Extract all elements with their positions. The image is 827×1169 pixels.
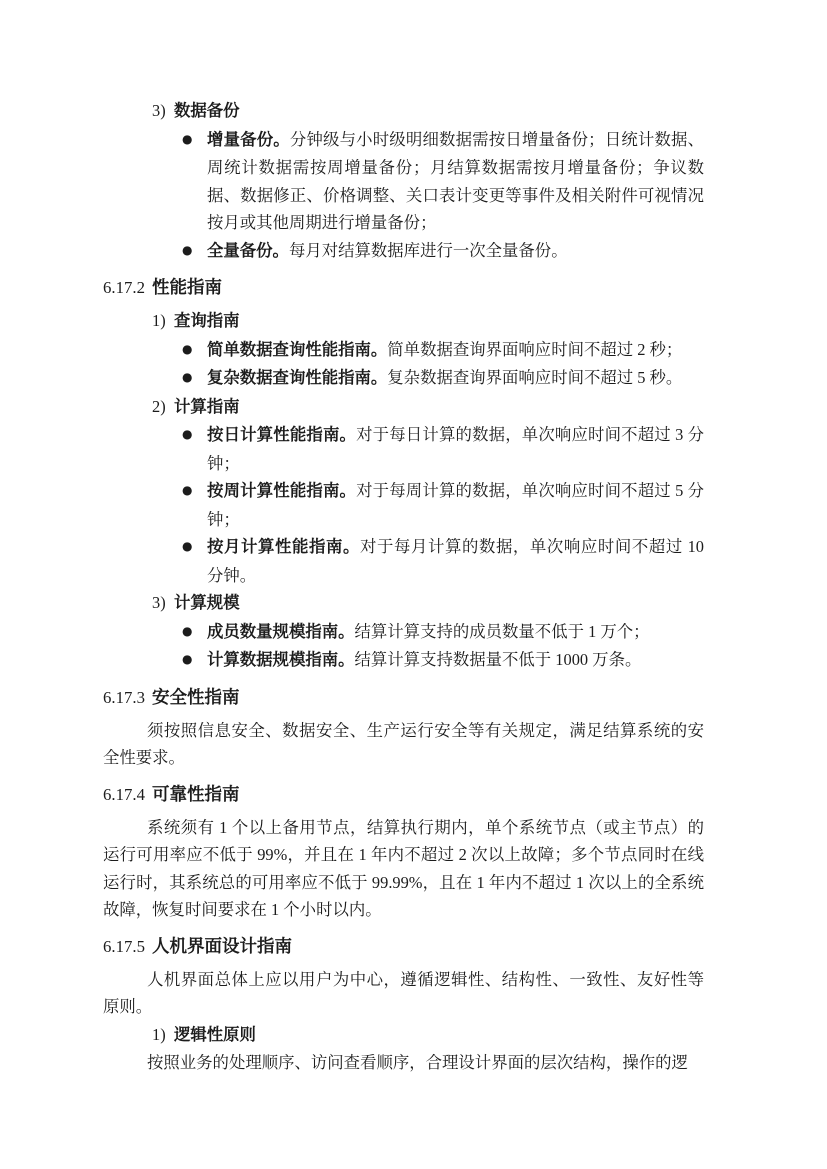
- paragraph-reliability: 系统须有 1 个以上备用节点，结算执行期内，单个系统节点（或主节点）的运行可用率应不低于 99%，并且在 1 年内不超过 2 次以上故障；多个节点同时在线运行时，其系统总的可用率应不低于 99.99%，且在 1 年内不超过 1 次以上的全系统故障，恢复时间要求在 1 个小时以内。: [103, 817, 704, 919]
- section-number: 6.17.3: [103, 687, 145, 707]
- bullet-icon: ●: [182, 242, 193, 257]
- section-title: 性能指南: [151, 277, 222, 297]
- bullet-icon: ●: [182, 427, 193, 441]
- bullet-item-daily-calc: [103, 421, 704, 477]
- bullet-lead: 增量备份。: [207, 130, 290, 149]
- list-number: 3): [152, 101, 166, 120]
- bullet-text: 对于每周计算的数据，单次响应时间不超过 5 分钟；: [207, 481, 705, 529]
- bullet-item-weekly-calc: [103, 477, 704, 533]
- bullet-text: 结算计算支持的成员数量不低于 1 万个；: [354, 621, 650, 641]
- bullet-text: 每月对结算数据库进行一次全量备份。: [288, 240, 568, 260]
- list-label: 查询指南: [174, 312, 240, 330]
- bullet-icon: ●: [182, 341, 193, 356]
- bullet-lead: 全量备份。: [207, 241, 289, 260]
- list-number: 1): [152, 311, 166, 330]
- bullet-item-incremental-backup: [103, 126, 704, 237]
- list-item-calc-scale: [103, 589, 704, 618]
- bullet-icon: ●: [182, 131, 193, 146]
- bullet-item-full-backup: [103, 237, 704, 266]
- bullet-lead: 按周计算性能指南。: [207, 482, 357, 500]
- list-item-query-guide: [103, 307, 704, 336]
- section-heading-hmi-design: [103, 932, 704, 961]
- section-title: 人机界面设计指南: [151, 935, 292, 956]
- bullet-lead: 按月计算性能指南。: [207, 538, 360, 556]
- section-title: 安全性指南: [151, 686, 240, 707]
- bullet-lead: 按日计算性能指南。: [207, 426, 357, 444]
- section-number: 6.17.4: [103, 784, 145, 804]
- bullet-text: 简单数据查询界面响应时间不超过 2 秒；: [387, 339, 683, 359]
- bullet-text: 结算计算支持数据量不低于 1000 万条。: [354, 650, 642, 669]
- list-item-logic-principle: [103, 1021, 704, 1050]
- section-number: 6.17.5: [103, 936, 145, 956]
- bullet-lead: 简单数据查询性能指南。: [207, 340, 388, 359]
- bullet-item-simple-query: [103, 336, 704, 365]
- bullet-item-data-scale: [103, 646, 704, 675]
- list-number: 2): [152, 396, 166, 416]
- bullet-lead: 成员数量规模指南。: [207, 622, 355, 641]
- bullet-text: 对于每月计算的数据，单次响应时间不超过 10 分钟。: [207, 537, 704, 585]
- bullet-item-complex-query: [103, 364, 704, 393]
- bullet-text: 分钟级与小时级明细数据需按日增量备份；日统计数据、周统计数据需按周增量备份；月结算数据需按月增量备份；争议数据、数据修正、价格调整、关口表计变更等事件及相关附件可视情况按月或其他周期进行增量备份；: [207, 129, 705, 232]
- bullet-item-member-scale: [103, 618, 704, 647]
- bullet-icon: ●: [182, 652, 193, 666]
- bullet-icon: ●: [182, 623, 193, 638]
- bullet-icon: ●: [182, 483, 193, 497]
- list-number: 3): [152, 593, 166, 612]
- list-label: 计算规模: [174, 594, 240, 612]
- bullet-icon: ●: [182, 370, 193, 384]
- paragraph-hmi-principles: 人机界面总体上应以用户为中心，遵循逻辑性、结构性、一致性、友好性等原则。: [103, 969, 704, 1016]
- bullet-lead: 复杂数据查询性能指南。: [207, 369, 388, 387]
- list-label: 逻辑性原则: [174, 1025, 256, 1044]
- bullet-item-monthly-calc: [103, 533, 704, 589]
- list-item-data-backup: [103, 97, 704, 126]
- paragraph-security: 须按照信息安全、数据安全、生产运行安全等有关规定，满足结算系统的安全性要求。: [103, 720, 704, 767]
- list-number: 1): [152, 1024, 166, 1044]
- list-label: 数据备份: [174, 102, 240, 120]
- section-heading-performance: [103, 273, 704, 302]
- bullet-text: 复杂数据查询界面响应时间不超过 5 秒。: [387, 368, 683, 387]
- bullet-text: 对于每日计算的数据，单次响应时间不超过 3 分钟；: [207, 425, 705, 473]
- bullet-icon: ●: [182, 539, 193, 553]
- list-item-calc-guide: [103, 393, 704, 422]
- section-number: 6.17.2: [103, 278, 145, 297]
- section-title: 可靠性指南: [151, 783, 240, 804]
- paragraph-logic-principle: 按照业务的处理顺序、访问查看顺序，合理设计界面的层次结构，操作的逻: [147, 1053, 688, 1072]
- section-heading-security: [103, 683, 704, 712]
- list-label: 计算指南: [174, 397, 240, 416]
- bullet-lead: 计算数据规模指南。: [207, 651, 355, 669]
- section-heading-reliability: [103, 780, 704, 809]
